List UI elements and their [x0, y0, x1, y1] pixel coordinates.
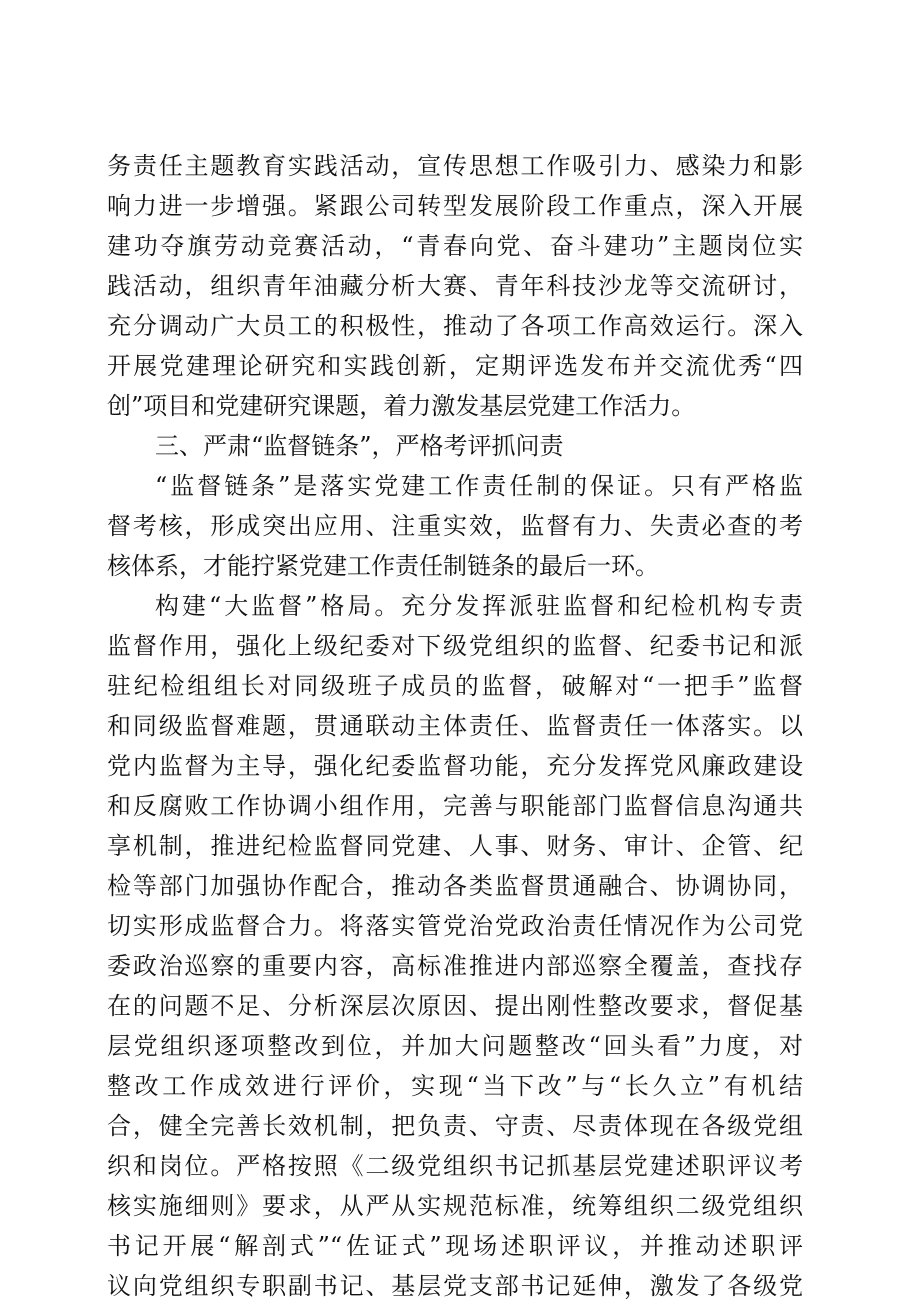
text-line: 书记开展“解剖式”“佐证式”现场述职评议，并推动述职评	[107, 1232, 803, 1260]
text-line: 和反腐败工作协调小组作用，完善与职能部门监督信息沟通共	[107, 792, 803, 820]
text-line: 驻纪检组组长对同级班子成员的监督，破解对“一把手”监督	[107, 672, 803, 700]
text-line: 开展党建理论研究和实践创新，定期评选发布并交流优秀“四	[107, 352, 803, 380]
text-line: 监督作用，强化上级纪委对下级党组织的监督、纪委书记和派	[107, 632, 803, 660]
section-heading: 三、严肃“监督链条”，严格考评抓问责	[155, 432, 564, 460]
text-line: 务责任主题教育实践活动，宣传思想工作吸引力、感染力和影	[107, 152, 803, 180]
text-line: 核实施细则》要求，从严从实规范标准，统筹组织二级党组织	[107, 1192, 803, 1220]
text-line: 层党组织逐项整改到位，并加大问题整改“回头看”力度，对	[107, 1032, 803, 1060]
text-line: 合，健全完善长效机制，把负责、守责、尽责体现在各级党组	[107, 1112, 803, 1140]
text-line: 享机制，推进纪检监督同党建、人事、财务、审计、企管、纪	[107, 832, 803, 860]
text-line: 践活动，组织青年油藏分析大赛、青年科技沙龙等交流研讨，	[107, 272, 803, 300]
text-line: 核体系，才能拧紧党建工作责任制链条的最后一环。	[107, 552, 659, 580]
text-line: 充分调动广大员工的积极性，推动了各项工作高效运行。深入	[107, 312, 803, 340]
text-line: 委政治巡察的重要内容，高标准推进内部巡察全覆盖，查找存	[107, 952, 803, 980]
text-line: 构建“大监督”格局。充分发挥派驻监督和纪检机构专责	[155, 592, 803, 620]
text-line: 整改工作成效进行评价，实现“当下改”与“长久立”有机结	[107, 1072, 803, 1100]
text-line: 建功夺旗劳动竞赛活动，“青春向党、奋斗建功”主题岗位实	[107, 232, 803, 260]
text-line: “监督链条”是落实党建工作责任制的保证。只有严格监	[155, 472, 803, 500]
text-line: 督考核，形成突出应用、注重实效，监督有力、失责必查的考	[107, 512, 803, 540]
text-line: 在的问题不足、分析深层次原因、提出刚性整改要求，督促基	[107, 992, 803, 1020]
text-line: 响力进一步增强。紧跟公司转型发展阶段工作重点，深入开展	[107, 192, 803, 220]
text-line: 切实形成监督合力。将落实管党治党政治责任情况作为公司党	[107, 912, 803, 940]
text-line: 议向党组织专职副书记、基层党支部书记延伸，激发了各级党	[107, 1272, 803, 1300]
text-line: 创”项目和党建研究课题，着力激发基层党建工作活力。	[107, 392, 696, 420]
text-line: 和同级监督难题，贯通联动主体责任、监督责任一体落实。以	[107, 712, 803, 740]
text-line: 党内监督为主导，强化纪委监督功能，充分发挥党风廉政建设	[107, 752, 803, 780]
document-body	[107, 146, 803, 1306]
text-line: 织和岗位。严格按照《二级党组织书记抓基层党建述职评议考	[107, 1152, 803, 1180]
text-line: 检等部门加强协作配合，推动各类监督贯通融合、协调协同，	[107, 872, 803, 900]
